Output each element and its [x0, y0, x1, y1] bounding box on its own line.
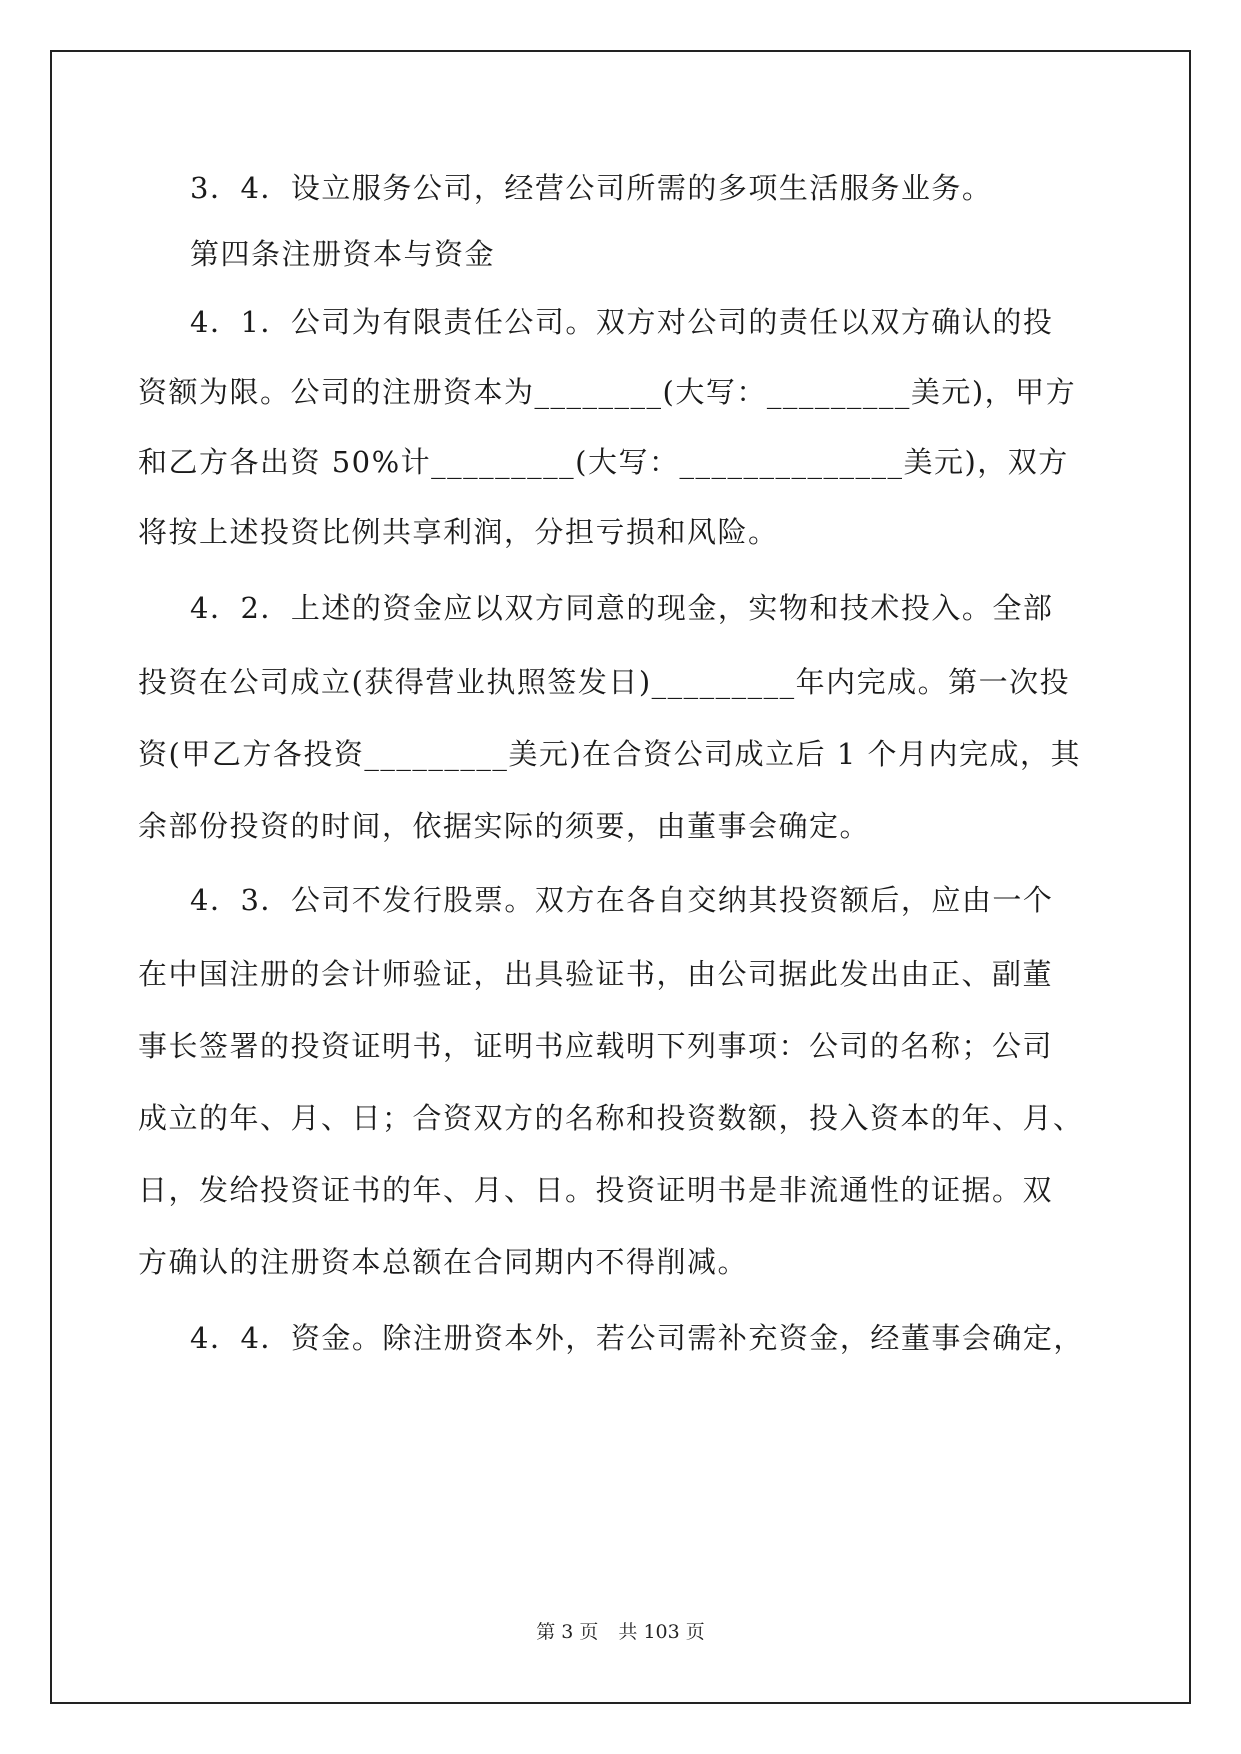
line-4-3-f: 方确认的注册资本总额在合同期内不得削减。	[138, 1245, 749, 1279]
line-4-4-a: 4．4．资金。除注册资本外，若公司需补充资金，经董事会确定，	[190, 1321, 1084, 1355]
page-border	[50, 50, 1191, 1704]
line-4-2-b: 投资在公司成立(获得营业执照签发日)_________年内完成。第一次投	[138, 665, 1071, 699]
line-4-1-b: 资额为限。公司的注册资本为________(大写：_________美元)，甲方	[138, 375, 1077, 409]
line-4-1-c: 和乙方各出资 50%计_________(大写：______________美元)，双方	[138, 445, 1069, 479]
page-number: 第 3 页	[536, 1621, 599, 1643]
line-4-3-d: 成立的年、月、日；合资双方的名称和投资数额，投入资本的年、月、	[138, 1101, 1084, 1135]
line-4-1-d: 将按上述投资比例共享利润，分担亏损和风险。	[138, 515, 779, 549]
line-4-3-c: 事长签署的投资证明书，证明书应载明下列事项：公司的名称；公司	[138, 1029, 1054, 1063]
line-4-2-c: 资(甲乙方各投资_________美元)在合资公司成立后 1 个月内完成，其	[138, 737, 1082, 771]
line-4-2-d: 余部份投资的时间，依据实际的须要，由董事会确定。	[138, 809, 871, 843]
line-4-3-a: 4．3．公司不发行股票。双方在各自交纳其投资额后，应由一个	[190, 883, 1054, 917]
page-footer	[0, 1620, 1241, 1644]
page-total: 共 103 页	[618, 1621, 705, 1643]
line-4-1-a: 4．1．公司为有限责任公司。双方对公司的责任以双方确认的投	[190, 305, 1054, 339]
line-3-4: 3．4．设立服务公司，经营公司所需的多项生活服务业务。	[190, 171, 993, 205]
line-4-3-e: 日，发给投资证书的年、月、日。投资证明书是非流通性的证据。双	[138, 1173, 1054, 1207]
line-4-2-a: 4．2．上述的资金应以双方同意的现金，实物和技术投入。全部	[190, 591, 1054, 625]
article-4-heading: 第四条注册资本与资金	[190, 237, 496, 271]
line-4-3-b: 在中国注册的会计师验证，出具验证书，由公司据此发出由正、副董	[138, 957, 1054, 991]
